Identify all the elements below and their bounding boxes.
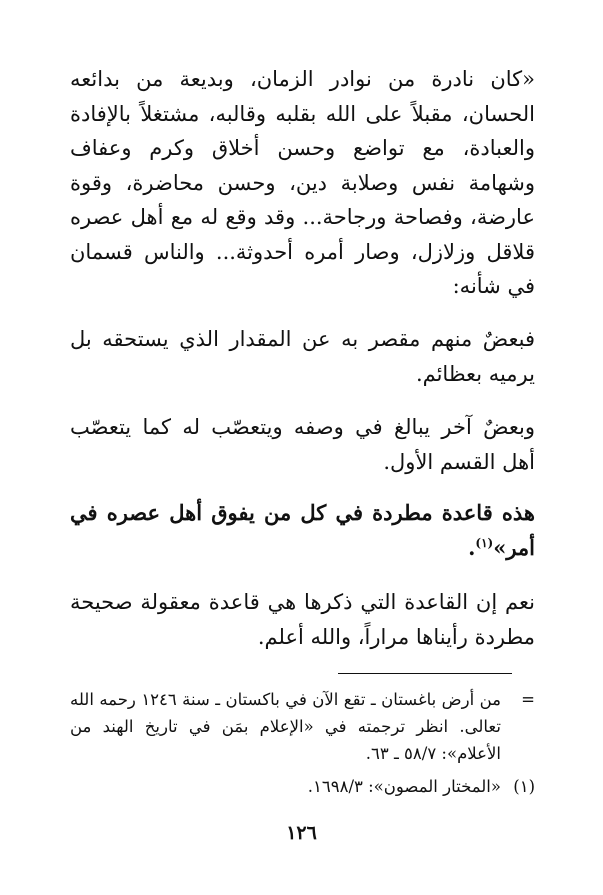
footnotes (70, 686, 535, 800)
rule-statement-end: . (468, 534, 476, 560)
footnote-ref: (١) (475, 535, 494, 550)
rule-statement-text: هذه قاعدة مطردة في كل من يفوق أهل عصره في أمر» (70, 500, 535, 560)
footnote-text: «المختار المصون»: ١٦٩٨/٣. (307, 777, 501, 796)
first-group-text: فبعضٌ منهم مقصر به عن المقدار الذي يستحقه بل يرميه بعظائم. (70, 327, 535, 386)
page-number: ١٢٦ (286, 822, 317, 844)
first-group-paragraph (70, 322, 535, 391)
footnote-text: من أرض باغستان ـ تقع الآن في باكستان ـ سنة ١٢٤٦ رحمه الله تعالى. انظر ترجمته في «الإعلام بمَن في تاريخ الهند من الأعلام»: ٥٨/٧ ـ ٦٣. (70, 690, 501, 763)
rule-statement-paragraph (70, 496, 535, 565)
conclusion-paragraph (70, 585, 535, 654)
quote-paragraph-text: «كان نادرة من نوادر الزمان، وبديعة من بدائعه الحسان، مقبلاً على الله بقلبه وقالبه، مشتغلاً بالإفادة والعبادة، مع تواضع وحسن أخلاق وكرم وعفاف وشهامة نفس وصلابة دين، وحسن محاضرة، وقوة عارضة، وفصاحة ورجاحة... وقد وقع له مع أهل عصره قلاقل وزلازل، وصار أمره أحدوثة... والناس قسمان في شأنه: (70, 67, 535, 298)
second-group-paragraph (70, 410, 535, 479)
footnote-continuation (70, 686, 535, 767)
footnote-divider (338, 673, 512, 674)
second-group-text: وبعضٌ آخر يبالغ في وصفه ويتعصّب له كما يتعصّب أهل القسم الأول. (70, 415, 535, 474)
footnote-marker: = (521, 690, 535, 709)
footnote-marker: (١) (513, 777, 535, 796)
footnote-1 (70, 773, 535, 800)
conclusion-text: نعم إن القاعدة التي ذكرها هي قاعدة معقولة صحيحة مطردة رأيناها مراراً، والله أعلم. (70, 590, 535, 649)
quote-paragraph (70, 62, 535, 304)
